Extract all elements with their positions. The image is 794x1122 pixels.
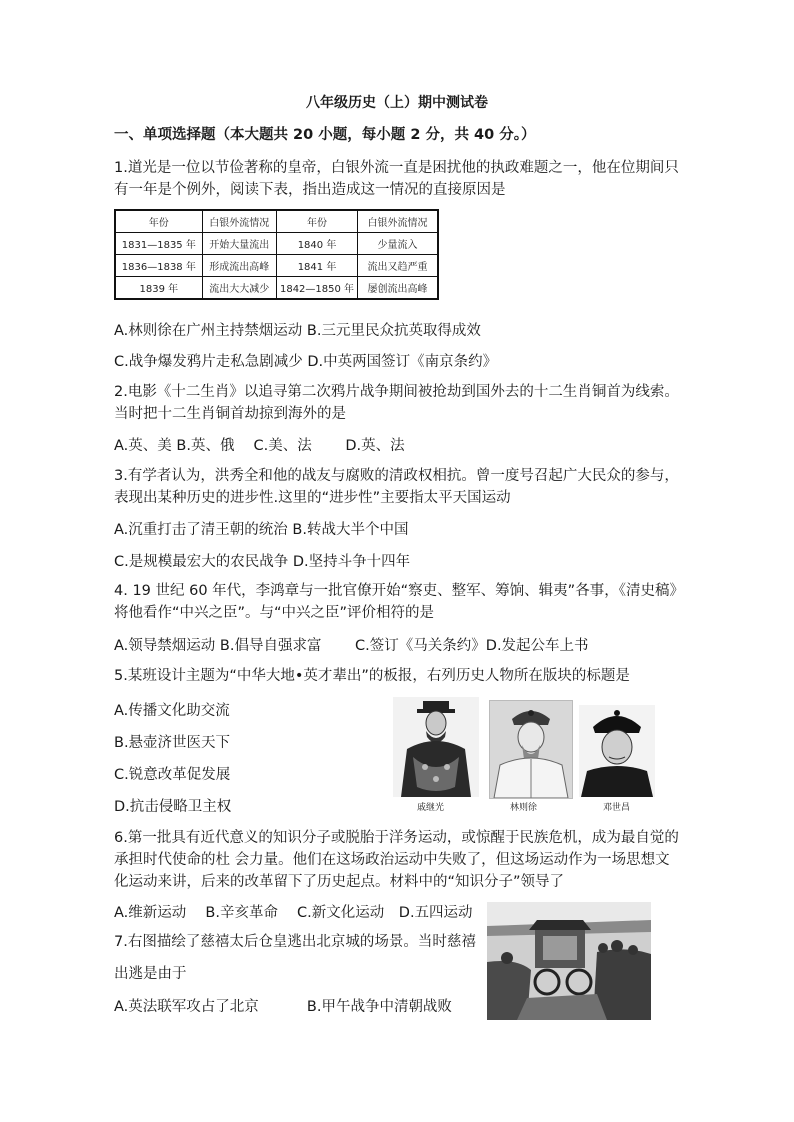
q6-stem-line2: 承担时代使命的杜 会力量。他们在这场政治运动中失败了，但这场运动作为一场思想文 <box>114 852 670 868</box>
table-row <box>115 255 438 277</box>
portrait-qi-jiguang-image <box>393 697 479 797</box>
q2-stem-line2: 当时把十二生肖铜首劫掠到海外的是 <box>114 406 346 422</box>
q3-options-line2: C.是规模最宏大的农民战争 D.坚持斗争十四年 <box>114 554 411 570</box>
table-cell: 1831—1835 年 <box>115 233 202 255</box>
section-heading: 一、单项选择题（本大题共 20 小题，每小题 2 分，共 40 分。） <box>114 127 536 143</box>
q4-stem-line2: 将他看作“中兴之臣”。与“中兴之臣”评价相符的是 <box>114 605 435 621</box>
portrait-deng-shichang <box>579 705 655 797</box>
q7-stem-line2: 出逃是由于 <box>114 966 187 982</box>
table-header-cell: 白银外流情况 <box>202 210 276 233</box>
table-cell: 1842—1850 年 <box>276 277 357 300</box>
q3-stem-line1: 3.有学者认为，洪秀全和他的战友与腐败的清政权相抗。曾一度号召起广大民众的参与， <box>114 468 679 484</box>
q6-stem-line1: 6.第一批具有近代意义的知识分子或脱胎于洋务运动，或惊醒于民族危机，成为最自觉的 <box>114 830 679 846</box>
q2-stem-line1: 2.电影《十二生肖》以追寻第二次鸦片战争期间被抢劫到国外去的十二生肖铜首为线索。 <box>114 384 679 400</box>
portrait-qi-jiguang <box>393 697 479 797</box>
q5-stem: 5.某班设计主题为“中华大地•英才辈出”的板报，右列历史人物所在版块的标题是 <box>114 668 630 684</box>
q1-options-line1: A.林则徐在广州主持禁烟运动 B.三元里民众抗英取得成效 <box>114 323 481 339</box>
portrait-deng-shichang-image <box>579 705 655 797</box>
q3-options-line1: A.沉重打击了清王朝的统治 B.转战大半个中国 <box>114 522 409 538</box>
table-cell: 1840 年 <box>276 233 357 255</box>
table-cell: 屡创流出高峰 <box>358 277 438 300</box>
table-cell: 1836—1838 年 <box>115 255 202 277</box>
table-row <box>115 277 438 300</box>
portrait-lin-zexu <box>489 700 573 799</box>
table-row <box>115 233 438 255</box>
table-cell: 1841 年 <box>276 255 357 277</box>
q5-option-b: B.悬壶济世医天下 <box>114 735 231 751</box>
table-cell: 流出大大减少 <box>202 277 276 300</box>
table-header-cell: 年份 <box>115 210 202 233</box>
q5-option-d: D.抗击侵略卫主权 <box>114 799 232 815</box>
q7-stem-line1: 7.右图描绘了慈禧太后仓皇逃出北京城的场景。当时慈禧 <box>114 934 476 950</box>
q2-options: A.英、美 B.英、俄 C.美、法 D.英、法 <box>114 438 405 454</box>
table-cell: 流出又趋严重 <box>358 255 438 277</box>
q4-stem-line1: 4. 19 世纪 60 年代，李鸿章与一批官僚开始“察吏、整军、筹饷、辑夷”各事，《清史稿》 <box>114 583 684 599</box>
table-cell: 少量流入 <box>358 233 438 255</box>
silver-outflow-table <box>114 209 439 300</box>
cixi-flight-engraving <box>487 902 651 1020</box>
caption-lin-zexu: 林则徐 <box>510 803 538 813</box>
q3-stem-line2: 表现出某种历史的进步性.这里的“进步性”主要指太平天国运动 <box>114 490 511 506</box>
q1-stem-line1: 1.道光是一位以节俭著称的皇帝，白银外流一直是困扰他的执政难题之一，他在位期间只 <box>114 160 679 176</box>
table-cell: 开始大量流出 <box>202 233 276 255</box>
q6-options: A.维新运动 B.辛亥革命 C.新文化运动 D.五四运动 <box>114 905 473 921</box>
q5-option-a: A.传播文化助交流 <box>114 703 230 719</box>
page-title: 八年级历史（上）期中测试卷 <box>306 95 488 111</box>
table-header-cell: 白银外流情况 <box>358 210 438 233</box>
table-cell: 1839 年 <box>115 277 202 300</box>
q5-option-c: C.锐意改革促发展 <box>114 767 231 783</box>
q1-options-line2: C.战争爆发鸦片走私急剧减少 D.中英两国签订《南京条约》 <box>114 354 498 370</box>
table-cell: 形成流出高峰 <box>202 255 276 277</box>
portrait-lin-zexu-image <box>490 701 572 798</box>
q7-options: A.英法联军攻占了北京 B.甲午战争中清朝战败 <box>114 999 452 1015</box>
q1-stem-line2: 有一年是个例外，阅读下表，指出造成这一情况的直接原因是 <box>114 182 506 198</box>
q4-options: A.领导禁烟运动 B.倡导自强求富 C.签订《马关条约》D.发起公车上书 <box>114 638 589 654</box>
caption-qi-jiguang: 戚继光 <box>417 803 445 813</box>
q6-stem-line3: 化运动来讲，后来的改革留下了历史起点。材料中的“知识分子”领导了 <box>114 874 565 890</box>
cixi-flight-engraving-image <box>487 902 651 1020</box>
table-header-row <box>115 210 438 233</box>
caption-deng-shichang: 邓世昌 <box>603 803 631 813</box>
table-header-cell: 年份 <box>276 210 357 233</box>
